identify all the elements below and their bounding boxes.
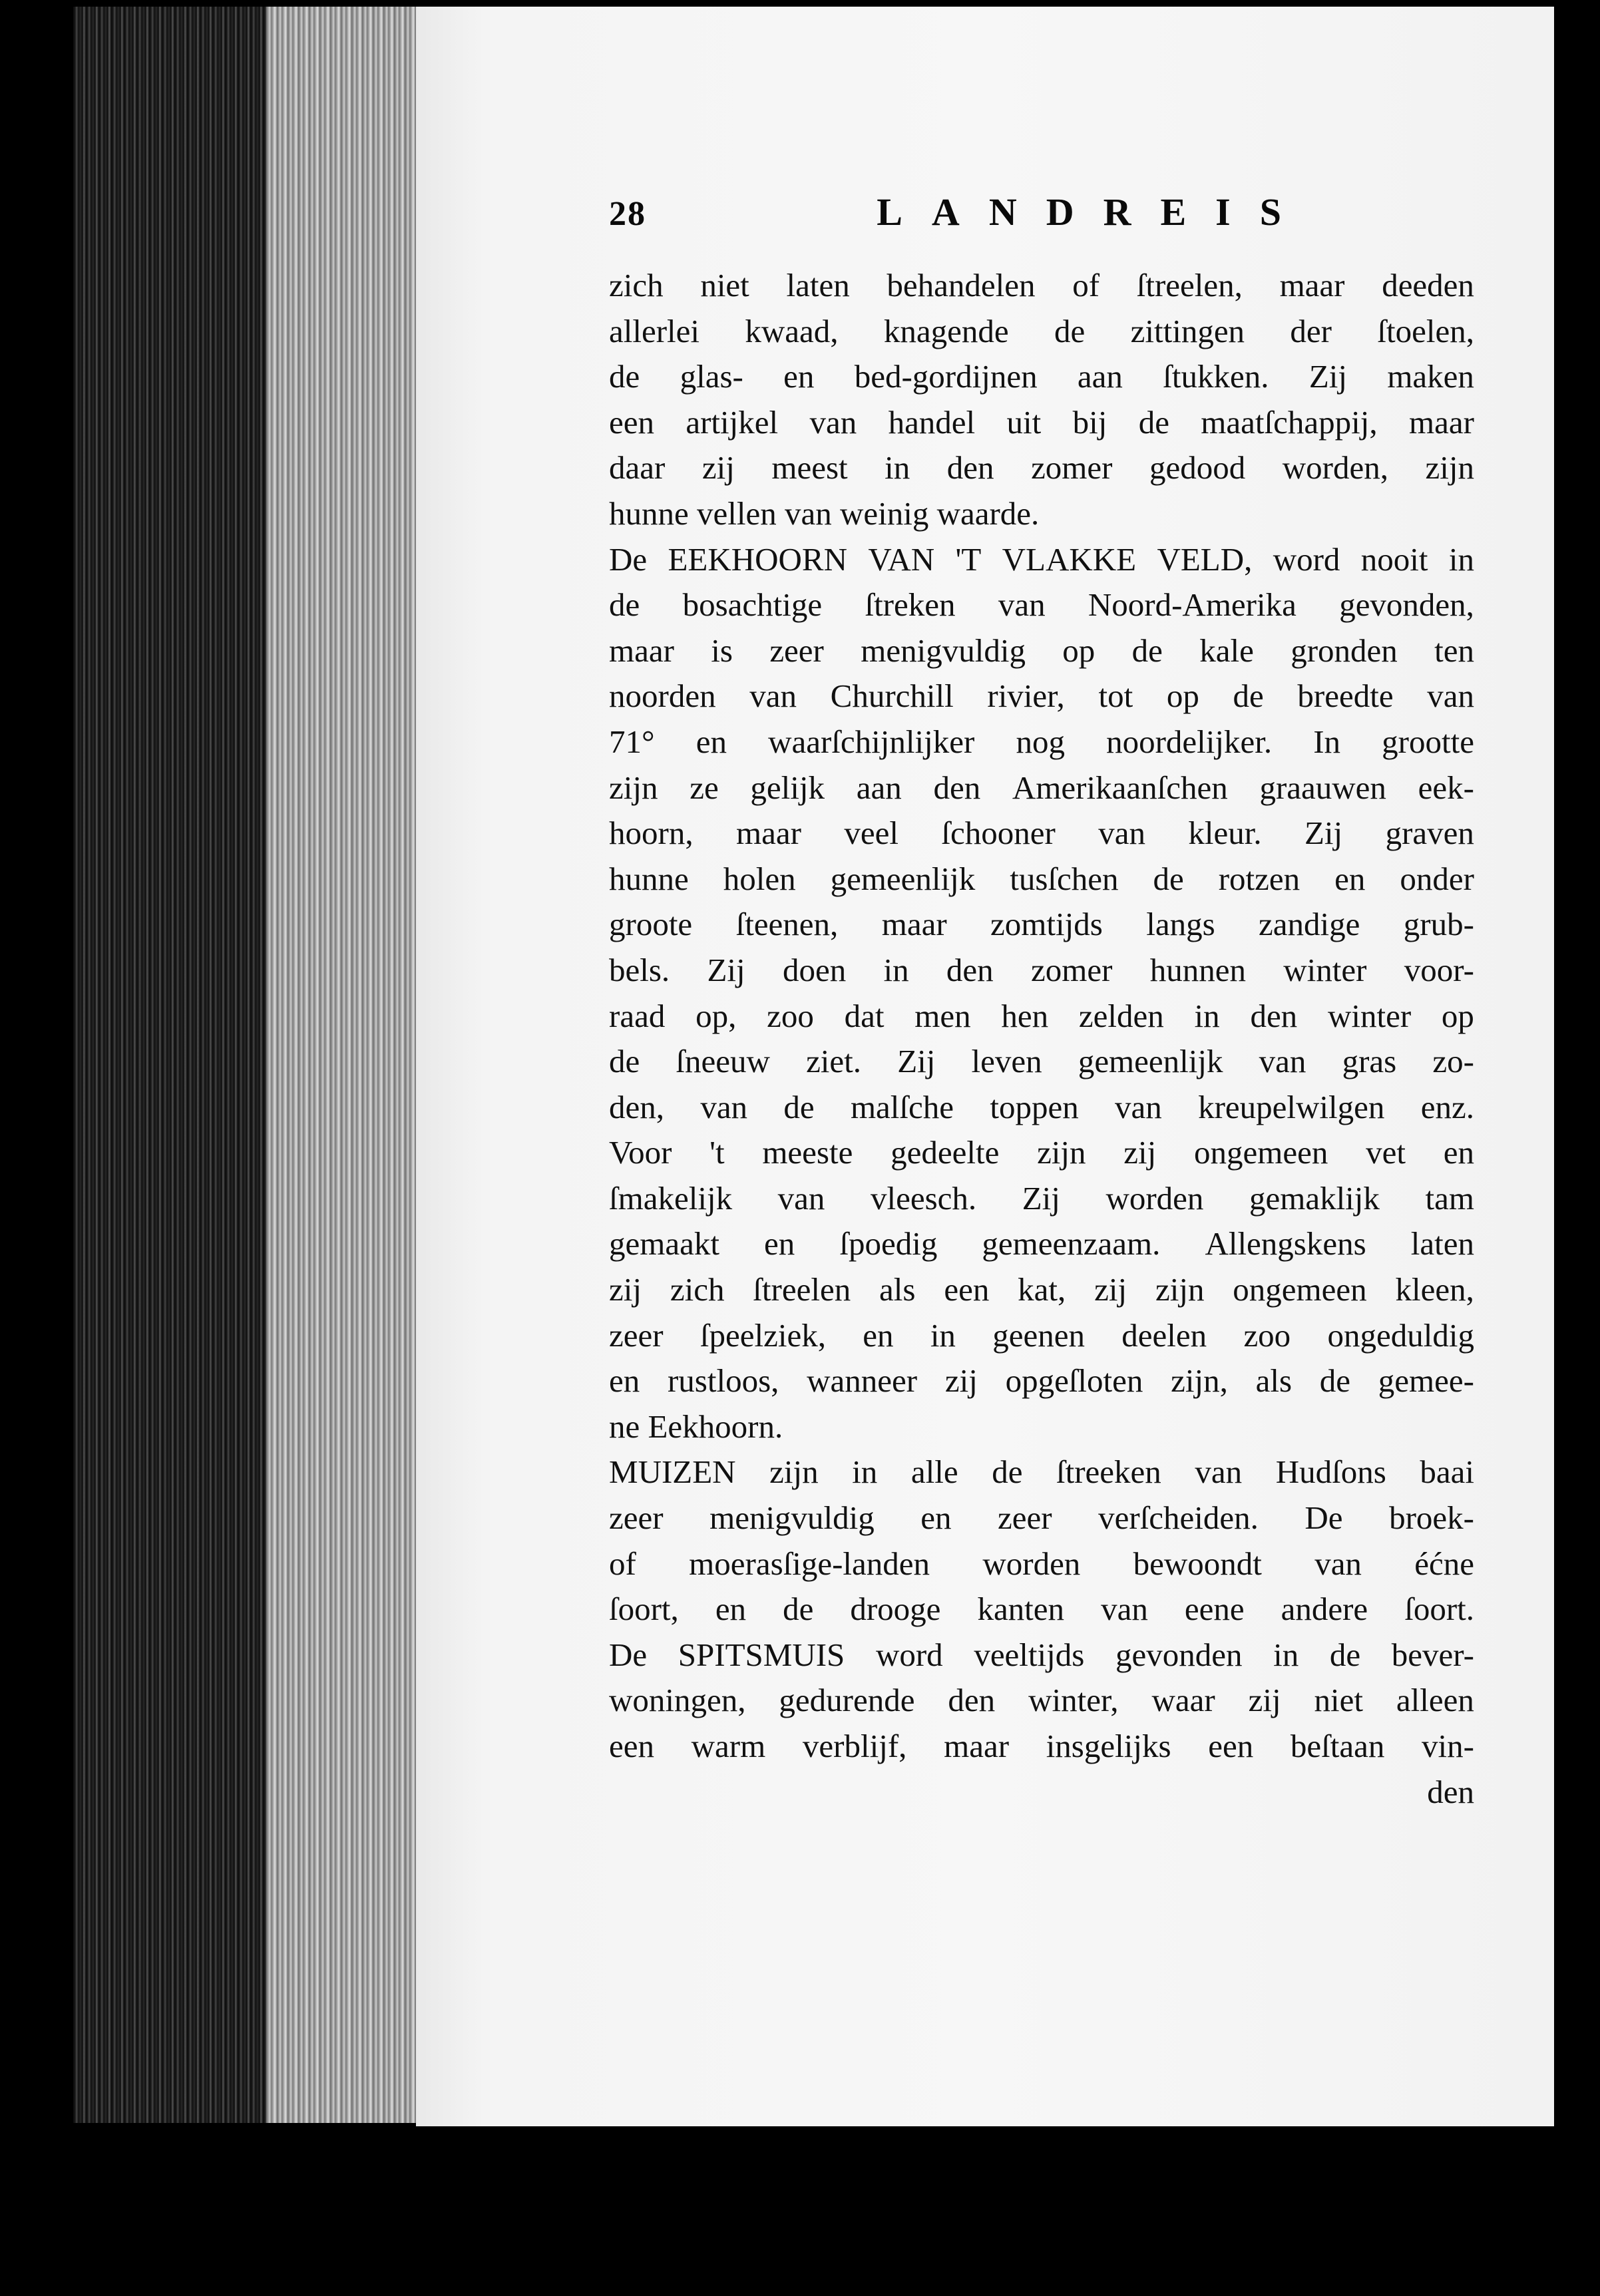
page-header <box>609 190 1310 234</box>
text-line: noorden van Churchill rivier, tot op de breedte van <box>609 677 1474 715</box>
text-line: daar zij meest in den zomer gedood worden, zijn <box>609 449 1474 486</box>
text-line: en rustloos, wanneer zij opgeſloten zijn, als de gemee- <box>609 1362 1474 1400</box>
text-line: of moerasſige-landen worden bewoondt van éćne <box>609 1545 1474 1582</box>
text-line: zijn ze gelijk aan den Amerikaanſchen graauwen eek- <box>609 769 1474 806</box>
text-line: een artijkel van handel uit bij de maatſchappij, maar <box>609 403 1474 441</box>
text-line: De EEKHOORN VAN 'T VLAKKE VELD, word nooit in <box>609 540 1474 578</box>
text-line: een warm verblijf, maar insgelijks een beſtaan vin- <box>609 1728 1474 1764</box>
text-line: ſoort, en de drooge kanten van eene andere ſoort. <box>609 1591 1474 1628</box>
text-line: zij zich ſtreelen als een kat, zij zijn ongemeen kleen, <box>609 1271 1474 1308</box>
text-line: MUIZEN zijn in alle de ſtreeken van Hudſons baai <box>609 1453 1474 1491</box>
catchword: den <box>1427 1773 1474 1810</box>
text-line: hoorn, maar veel ſchooner van kleur. Zij graven <box>609 815 1474 852</box>
text-line: maar is zeer menigvuldig op de kale gronden ten <box>609 632 1474 669</box>
text-line: de glas- en bed-gordijnen aan ſtukken. Zij maken <box>609 358 1474 395</box>
text-line: Voor 't meeste gedeelte zijn zij ongemeen vet en <box>609 1134 1474 1171</box>
text-line: de ſneeuw ziet. Zij leven gemeenlijk van gras zo- <box>609 1043 1474 1080</box>
text-line: groote ſteenen, maar zomtijds langs zandige grub- <box>609 906 1474 943</box>
text-line: de bosachtige ſtreken van Noord-Amerika gevonden, <box>609 586 1474 624</box>
text-line <box>609 1770 1474 1816</box>
book-page-edges-highlight <box>266 7 419 2123</box>
text-line: hunne holen gemeenlijk tusſchen de rotzen en onder <box>609 860 1474 897</box>
running-head: LANDREIS <box>877 190 1310 234</box>
page-number: 28 <box>609 195 646 233</box>
text-line: zich niet laten behandelen of ſtreelen, maar deeden <box>609 267 1474 303</box>
text-line: zeer ſpeelziek, en in geenen deelen zoo ongeduldig <box>609 1316 1474 1354</box>
body-text <box>609 263 1488 1815</box>
text-line: bels. Zij doen in den zomer hunnen winter voor- <box>609 951 1474 988</box>
text-line: raad op, zoo dat men hen zelden in den winter op <box>609 997 1474 1034</box>
text-line: den, van de malſche toppen van kreupelwilgen enz. <box>609 1088 1474 1125</box>
text-line: allerlei kwaad, knagende de zittingen der ſtoelen, <box>609 312 1474 349</box>
text-line: gemaakt en ſpoedig gemeenzaam. Allengskens laten <box>609 1225 1474 1262</box>
text-line: 71° en waarſchijnlijker nog noordelijker. In grootte <box>609 723 1474 760</box>
text-line: woningen, gedurende den winter, waar zij niet alleen <box>609 1682 1474 1719</box>
text-line: ſmakelijk van vleesch. Zij worden gemaklijk tam <box>609 1179 1474 1217</box>
text-line: hunne vellen van weinig waarde. <box>609 494 1040 532</box>
text-line: De SPITSMUIS word veeltijds gevonden in de bever- <box>609 1636 1474 1673</box>
text-line: ne Eekhoorn. <box>609 1408 783 1445</box>
text-line: zeer menigvuldig en zeer verſcheiden. De broek- <box>609 1499 1474 1537</box>
